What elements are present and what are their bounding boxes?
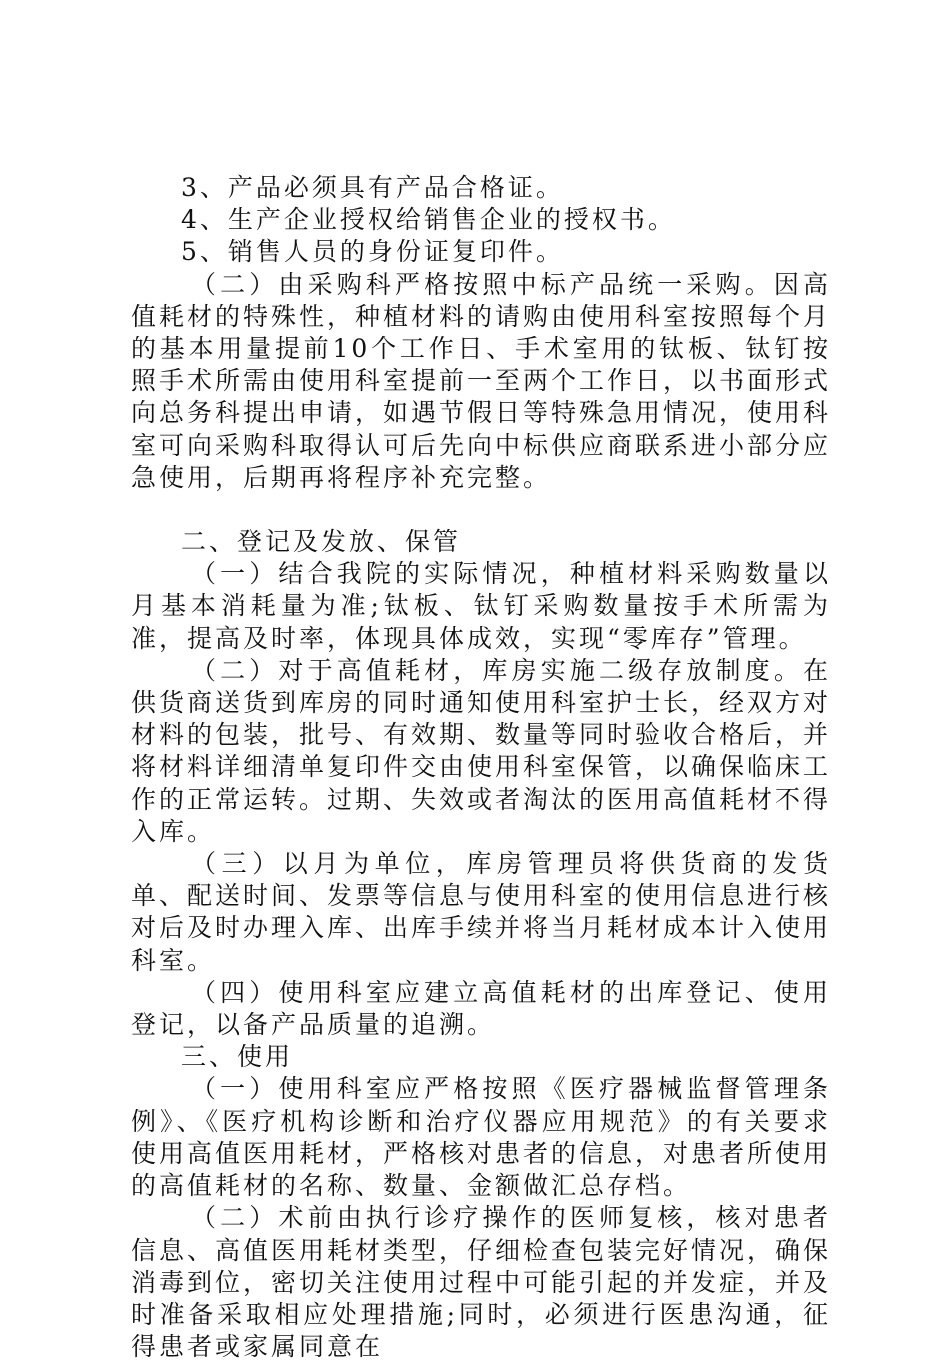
paragraph-registration-3: （三）以月为单位，库房管理员将供货商的发货单、配送时间、发票等信息与使用科室的使用信息进行核对后及时办理入库、出库手续并将当月耗材成本计入使用科室。 [131,849,832,975]
section-heading-usage: 三、使用 [181,1042,294,1072]
list-item-3: 3、产品必须具有产品合格证。 [181,173,564,202]
paragraph-usage-1: （一）使用科室应严格按照《医疗器械监督管理条例》、《医疗机构诊断和治疗仪器应用规范》的有关要求使用高值医用耗材，严格核对患者的信息，对患者所使用的高值耗材的名称、数量、金额做汇总存档。 [131,1074,832,1201]
section-spacer [131,494,831,526]
list-item-5: 5、销售人员的身份证复印件。 [181,237,564,267]
list-item-4: 4、生产企业授权给销售企业的授权书。 [181,205,676,235]
paragraph-registration-1: （一）结合我院的实际情况，种植材料采购数量以月基本消耗量为准;钛板、钛钉采购数量按手术所需为准，提高及时率，体现具体成效，实现“零库存”管理。 [131,559,831,653]
paragraph-registration-2: （二）对于高值耗材，库房实施二级存放制度。在供货商送货到库房的同时通知使用科室护士长，经双方对材料的包装，批号、有效期、数量等同时验收合格后，并将材料详细清单复印件交由使用科室保管，以确保临床工作的正常运转。过期、失效或者淘汰的医用高值耗材不得入库。 [131,655,832,846]
paragraph-usage-2: （二）术前由执行诊疗操作的医师复核，核对患者信息、高值医用耗材类型，仔细检查包装完好情况，确保消毒到位，密切关注使用过程中可能引起的并发症，并及时准备采取相应处理措施;同时，必须进行医患沟通，征得患者或家属同意在 [131,1203,832,1362]
document-body [131,172,831,1363]
paragraph-procurement: （二）由采购科严格按照中标产品统一采购。因高值耗材的特殊性，种植材料的请购由使用科室按照每个月的基本用量提前10个工作日、手术室用的钛板、钛钉按照手术所需由使用科室提前一至两个工作日，以书面形式向总务科提出申请，如遇节假日等特殊急用情况，使用科室可向采购科取得认可后先向中标供应商联系进小部分应急使用，后期再将程序补充完整。 [131,269,832,492]
section-heading-registration: 二、登记及发放、保管 [181,527,462,557]
paragraph-registration-4: （四）使用科室应建立高值耗材的出库登记、使用登记，以备产品质量的追溯。 [131,977,831,1040]
